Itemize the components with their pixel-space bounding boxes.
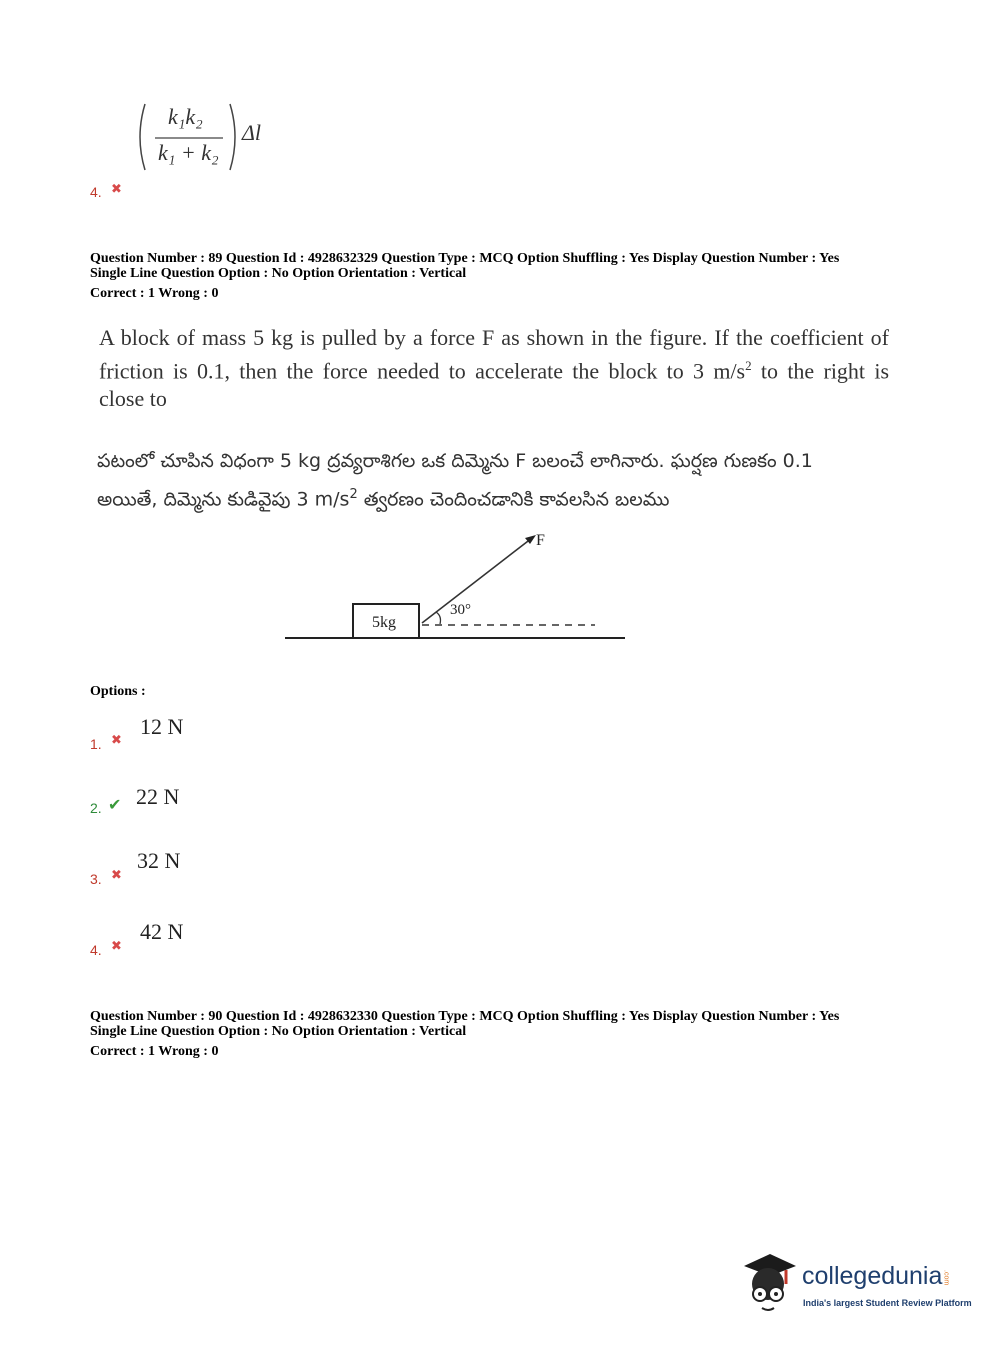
english-line-1: A block of mass 5 kg is pulled by a force F as shown in the figure. If the coefficient of: [99, 325, 889, 350]
collegedunia-logo: [740, 1248, 980, 1318]
q89-english-text: [99, 324, 889, 413]
brand-suffix: .com: [942, 1269, 950, 1285]
block-label: 5kg: [372, 614, 396, 631]
correct-check-icon: ✔: [108, 795, 122, 814]
q90-meta-line3: Correct : 1 Wrong : 0: [90, 1044, 219, 1059]
option-2: [90, 782, 290, 822]
option-number: 4.: [90, 184, 102, 200]
q90-meta-line2: Single Line Question Option : No Option Orientation : Vertical: [90, 1024, 467, 1039]
q89-meta-line1: Question Number : 89 Question Id : 4928632329 Question Type : MCQ Option Shuffling : Yes Display Question Number : Yes: [90, 251, 840, 266]
formula-numerator: k₁k₂: [168, 104, 203, 129]
force-label: F: [536, 532, 545, 549]
option-1: [90, 712, 290, 752]
angle-label: 30°: [450, 602, 471, 618]
q89-meta-line2: Single Line Question Option : No Option Orientation : Vertical: [90, 266, 467, 281]
option-2-text: 22 N: [136, 784, 180, 809]
option-3-text: 32 N: [137, 848, 181, 873]
q89-meta-line3: Correct : 1 Wrong : 0: [90, 286, 219, 301]
option-3-number: 3.: [90, 871, 102, 887]
wrong-mark-icon: ✖: [111, 868, 122, 883]
q90-meta-line1: Question Number : 90 Question Id : 4928632330 Question Type : MCQ Option Shuffling : Yes Display Question Number : Yes: [90, 1009, 840, 1024]
option-1-text: 12 N: [140, 714, 184, 739]
wrong-mark-icon: ✖: [111, 733, 122, 748]
english-line-2: friction is 0.1, then the force needed to accelerate the block to 3 $m/s^2$ to the right is: [99, 358, 890, 384]
angle-arc: [436, 612, 441, 624]
english-line-3: close to: [99, 386, 167, 412]
wrong-mark-icon: ✖: [111, 939, 122, 954]
options-label: Options :: [90, 684, 146, 699]
option-3: [90, 846, 290, 886]
option-4: [90, 917, 290, 957]
formula-suffix: Δl: [242, 120, 262, 145]
brand-tagline: India's largest Student Review Platform: [803, 1298, 972, 1308]
telugu-line-1: పటంలో చూపిన విధంగా 5 kg ద్రవ్యరాశిగల ఒక దిమ్మెను F బలంచే లాగినారు. ఘర్షణ గుణకం 0.1: [97, 450, 813, 472]
prev-option-4: [90, 100, 390, 205]
mascot-icon: [740, 1248, 800, 1316]
q89-telugu-text: [97, 444, 887, 516]
brand-name: collegedunia.com: [802, 1262, 950, 1290]
wrong-mark-icon: ✖: [111, 182, 122, 197]
option-1-number: 1.: [90, 736, 102, 752]
formula-denominator: k₁ + k₂: [158, 140, 219, 165]
telugu-line-2: అయితే, దిమ్మెను కుడివైపు 3 $m/s^2$ త్వరణం చెందించడానికి కావలసిన బలము: [97, 487, 670, 511]
option-2-number: 2.: [90, 800, 102, 816]
option-4-text: 42 N: [140, 919, 184, 944]
force-diagram: [280, 528, 630, 643]
force-arrow: [422, 538, 532, 623]
option-4-number: 4.: [90, 942, 102, 958]
